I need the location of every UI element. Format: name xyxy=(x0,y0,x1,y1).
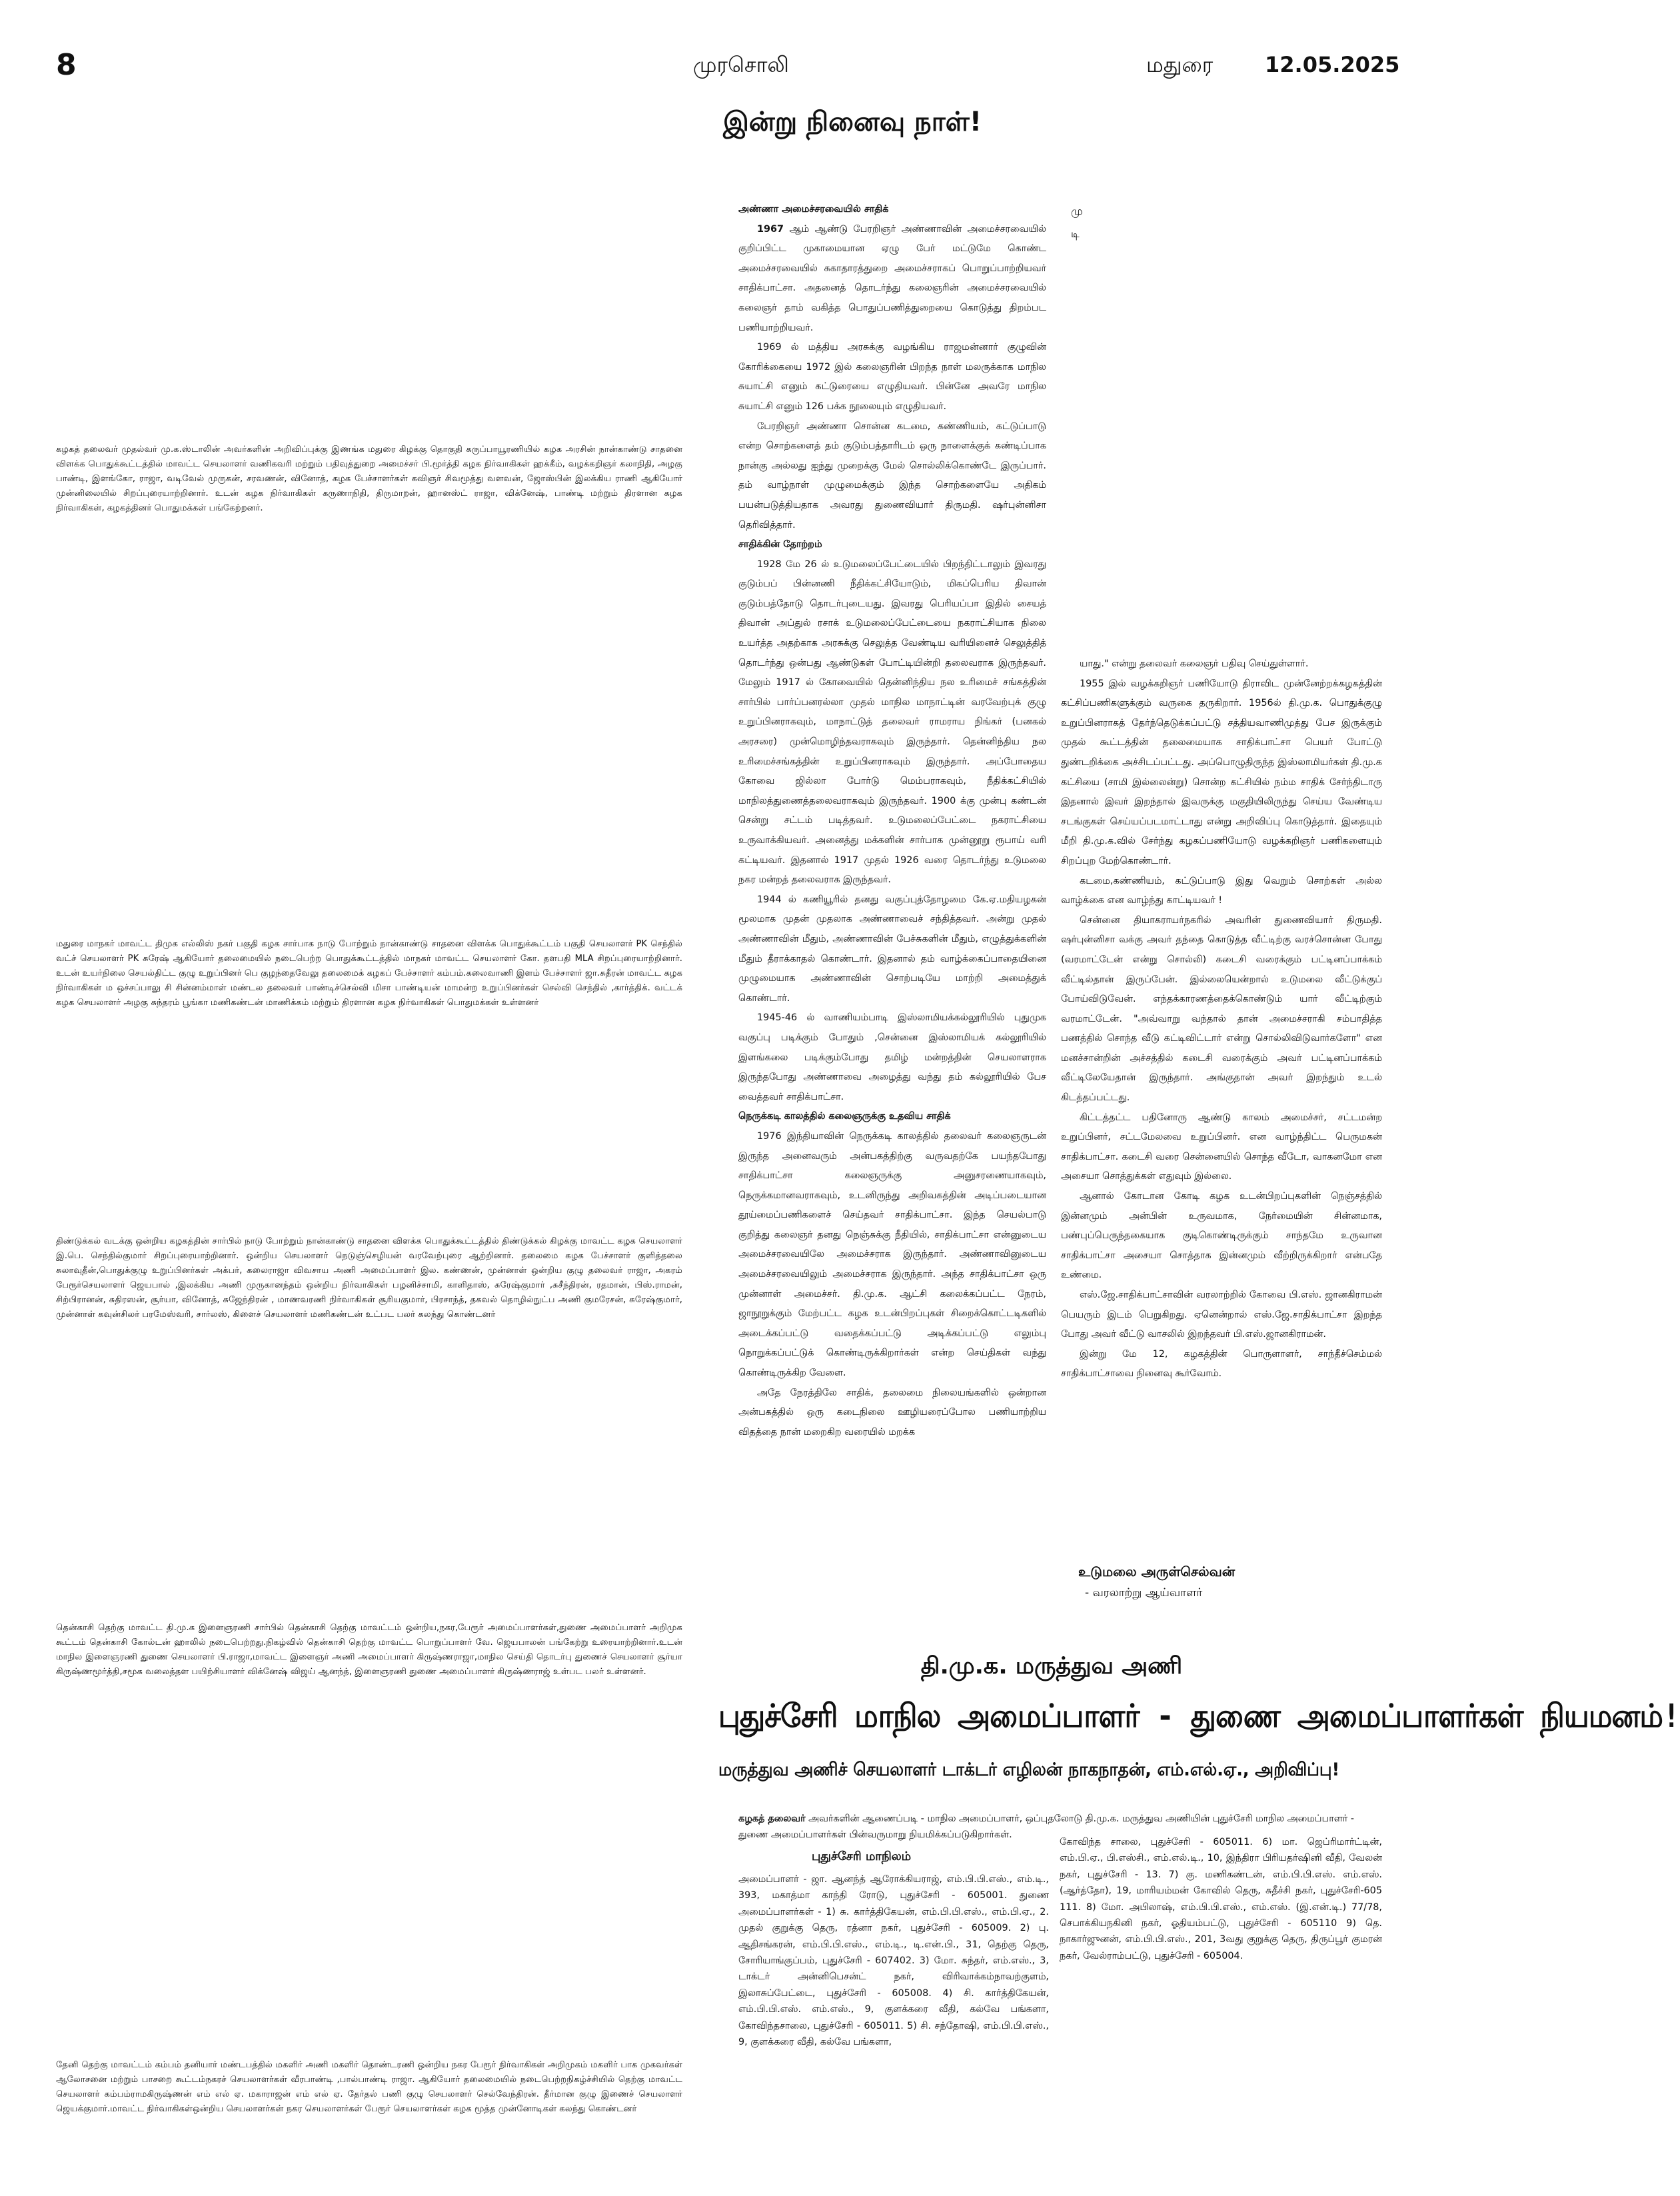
lead-in-year: 1967 xyxy=(757,223,784,235)
author-name: உடுமலை அருள்செல்வன் xyxy=(1078,1564,1236,1580)
article-paragraph: 1969 ல் மத்திய அரசுக்கு வழங்கிய ராஜமன்னார் குழுவின் கோரிக்கையை 1972 இல் கலைஞரின் பிறந்த நாள் மலருக்காக மாநில சுயாட்சி எனும் கட்டுரையை எழுதியவர். பின்னே அவரே மாநில சுயாட்சி எனும் 126 பக்க நூலையும் எழுதியவர். xyxy=(738,342,1046,412)
author-role: - வரலாற்று ஆய்வாளர் xyxy=(1085,1586,1203,1600)
notice-intro: கழகத் தலைவர் அவர்களின் ஆணைப்படி - மாநில அமைப்பாளர், ஒப்புதலோடு தி.மு.க. மருத்துவ அணியின் புதுச்சேரி மாநில அமைப்பாளர் - துணை அமைப்பாளர்கள் பின்வருமாறு நியமிக்கப்படுகிறார்கள். xyxy=(738,1813,1355,1840)
photo-caption-madurai-east: கழகத் தலைவர் முதல்வர் மு.க.ஸ்டாலின் அவர்களின் அறிவிப்புக்கு இணங்க மதுரை கிழக்கு தொகுதி கருப்பாயூரணியில் கழக அரசின் நான்காண்டு சாதனை விளக்க பொதுக்கூட்டத்தில் மாவட்ட செயலாளர் வணிகவரி மற்றும் பதிவுத்துறை அமைச்சர் பி.மூர்த்தி கழக நிர்வாகிகள் ஹக்கீம், வழக்கறிஞர் கலாநிதி, அழகு பாண்டி, இளங்கோ, ராஜா, வடிவேல் முருகன், சரவணன், வினோத், கழக பேச்சாளர்கள் கவிஞர் சிவமூத்து வளவன், ஜோஸ்பின் இலக்கிய ராணி ஆகியோர் முன்னிலையில் சிறப்புரையாற்றினார். உடன் கழக நிர்வாகிகள் கருணாநிதி, திருமாறன், ஹானஸ்ட் ராஜா, விக்னேஷ், பாண்டி மற்றும் திரளான கழக நிர்வாகிகள், கழகத்தினர் பொதுமக்கள் பங்கேற்றனர். xyxy=(56,445,682,513)
notice-headline: புதுச்சேரி மாநில அமைப்பாளர் - துணை அமைப்பாளர்கள் நியமனம்! xyxy=(718,1697,1680,1735)
notice-section-title: புதுச்சேரி மாநிலம் xyxy=(812,1849,912,1863)
article-paragraph: ஆனால் கோடான கோடி கழக உடன்பிறப்புகளின் நெஞ்சத்தில் இன்னமும் அன்பின் உருவமாக, நேர்மையின் சின்னமாக, பண்புப்பெருந்தகையாக குடிகொண்டிருக்கும் சாந்தமே உருவான சாதிக்பாட்சா அசையா சொத்தாக இன்னமும் வீற்றிருக்கிறார் என்பதே உண்மை. xyxy=(1061,1191,1382,1281)
photo-caption-dindigul: திண்டுக்கல் வடக்கு ஒன்றிய கழகத்தின் சார்பில் நாடு போற்றும் நான்காண்டு சாதனை விளக்க பொதுக்கூட்டத்தில் திண்டுக்கல் கிழக்கு மாவட்ட கழக செயலாளர் இ.பெ. செந்தில்குமார் சிறப்புரையாற்றினார். ஒன்றிய செயலாளர் நெடுஞ்செழியன் வரவேற்புரை ஆற்றினார். தலைமை கழக பேச்சாளர் குளித்தலை சுலாவுதீன்,பொதுக்குழு உறுப்பினர்கள் அக்பர், கலைராஜா விவசாய அணி அமைப்பாளர் இல. கண்ணன், முன்னாள் ஒன்றிய குழு தலைவர் ராஜா, அகரம் பேரூர்செயலாளர் ஜெயபால் ,இலக்கிய அணி முருகானந்தம் ஒன்றிய நிர்வாகிகள் பழனிச்சாமி, காளிதாஸ், சுரேஷ்குமார் ,சுசீந்திரன், ரதமான், பிஸ்.ராமன், சிற்பிரானன், சுதிரஸன், சூர்யா, வினோத், சுஜேந்திரன் , மாணவரணி நிர்வாகிகள் சூரியகுமார், பிரசாந்த், தகவல் தொழில்நுட்ப அணி குமரேசன், சுரேஷ்குமார், முன்னாள் கவுன்சிலர் பரமேஸ்வரி, சார்லஸ், கிளைச் செயலாளர் மணிகண்டன் உட்பட பலர் கலந்து கொண்டனர் xyxy=(56,1236,682,1320)
paragraph-text: ஆம் ஆண்டு பேரறிஞர் அண்ணாவின் அமைச்சரவையில் குறிப்பிட்ட முகாமையான ஏழு பேர் மட்டுமே கொண்ட அமைச்சரவையில் சுகாதாரத்துறை அமைச்சராகப் பொறுப்பாற்றியவர் சாதிக்பாட்சா. அதனைத் தொடர்ந்து கலைஞரின் அமைச்சரவையில் கலைஞர் தாம் வகித்த பொதுப்பணித்துறையை கொடுத்து திறம்பட பணியாற்றியவர். xyxy=(738,223,1046,333)
page-number: 8 xyxy=(56,48,77,82)
photo-caption-ellis-nagar: மதுரை மாநகர் மாவட்ட திமுக எல்லிஸ் நகர் பகுதி கழக சார்பாக நாடு போற்றும் நான்காண்டு சாதனை விளக்க பொதுக்கூட்டம் பகுதி செயலாளர் PK செந்தில் வட்ச் செயலாளர் PK சுரேஷ் ஆகியோர் தலைமையில் நடைபெற்ற பொதுக்கூட்டத்தில் மாநகர் மாவட்ட செயலாளர் கோ. தளபதி MLA சிறப்புரையாற்றினார். உடன் உயர்நிலை செயல்திட்ட குழு உறுப்பினர் பெ குழந்தைவேலு தலைமைக் கழகப் பேச்சாளர் கம்பம்.கலைவாணி இளம் பேச்சாளர் ஜா.சுதீரன் மாவட்ட கழக நிர்வாகிகள் ம ஒச்சப்பாலு சி சின்னம்மாள் மண்டல தலைவர் பாண்டிச்செல்வி மிசா பாண்டியன் மாமன்ற உறுப்பினர்கள் செல்வி செந்தில் ,கார்த்திக். வட்டக் கழக செயலாளர் அழகு சுந்தரம் பூங்கா மணிகண்டன் மாணிக்கம் மற்றும் திரளான கழக நிர்வாகிகள் பொதுமக்கள் உள்ளனர் xyxy=(56,939,682,1008)
article-paragraph: எஸ்.ஜே.சாதிக்பாட்சாவின் வரலாற்றில் கோவை பி.எஸ். ஜானகிராமன் பெயரும் இடம் பெறுகிறது. ஏனென்றால் எஸ்.ஜே.சாதிக்பாட்சா இறந்த போது அவர் வீட்டு வாசலில் இறந்தவர் பி.எஸ்.ஜானகிராமன். xyxy=(1061,1290,1382,1340)
article-paragraph: யாது." என்று தலைவர் கலைஞர் பதிவு செய்துள்ளார். xyxy=(1080,658,1309,669)
article-column-1 xyxy=(738,200,1046,1442)
article-subheading: அண்ணா அமைச்சரவையில் சாதிக் xyxy=(738,204,889,215)
article-paragraph: கடமை,கண்ணியம், கட்டுப்பாடு இது வெறும் சொற்கள் அல்ல வாழ்க்கை என வாழ்ந்து காட்டியவர் ! xyxy=(1061,875,1382,906)
article-column-2 xyxy=(1061,654,1382,1384)
article-paragraph: பேரறிஞர் அண்ணா சொன்ன கடமை, கண்ணியம், கட்டுப்பாடு என்ற சொற்களைத் தம் குடும்பத்தாரிடம் ஒரு நாளைக்குக் கண்டிப்பாக நான்கு அல்லது ஐந்து முறைக்கு மேல் சொல்லிக்கொண்டே இருப்பார். தம் வாழ்நாள் முழுமைக்கும் இந்த சொற்களையே அதிகம் பயன்படுத்தியதாக அவரது துணைவியார் திருமதி. ஷர்புன்னிசா தெரிவித்தார். xyxy=(738,421,1046,531)
edition-city: மதுரை xyxy=(1146,52,1214,77)
article-paragraph: 1976 இந்தியாவின் நெருக்கடி காலத்தில் தலைவர் கலைஞருடன் இருந்த அனைவரும் அன்பகத்திற்கு வருவதற்கே பயந்தபோது சாதிக்பாட்சா கலைஞருக்கு அனுசரணையாகவும், நெருக்கமானவராகவும், உடனிருந்து அறிவகத்தின் அடிப்படையான தூய்மைப்பணிகளைச் செய்தவர் சாதிக்பாட்சா. இந்த செயல்பாடு குறித்து கலைஞர் தனது நெஞ்சுக்கு நீதியில், சாதிக்பாட்சா என்னுடைய அமைச்சரவையிலே அமைச்சராக இருந்தார். அண்ணாவினுடைய அமைச்சரவையிலும் அமைச்சராக இருந்தார். அந்த சாதிக்பாட்சா ஒரு முன்னாள் அமைச்சர். தி.மு.க. ஆட்சி கலைக்கப்பட்ட நேரம், ஜாநூறுக்கும் மேற்பட்ட கழக உடன்பிறப்புகள் சிறைக்கொட்டடிகளில் அடைக்கப்பட்டு வதைக்கப்பட்டு அடிக்கப்பட்டு எலும்பு நொறுக்கப்பட்டுக் கொண்டிருக்கிறார்கள் என்ற செய்திகள் வந்து கொண்டிருக்கிற வேளை. xyxy=(738,1130,1046,1379)
article-paragraph: சென்னை தியாகராயர்நகரில் அவரின் துணைவியார் திருமதி. ஷர்புன்னிசா வக்கு அவர் தந்தை கொடுத்த வீட்டிற்கு வரச்சொன்ன போது (வரமாட்டேன் என்று சொல்லி) கடைசி வரைக்கும் பட்டினப்பாக்கம் வீட்டில்தான் இருப்பேன். இல்லையென்றால் உடுமலை வீட்டுக்குப் போய்விடுவேன். எந்தக்காரணத்தைக்கொண்டும் யார் வீட்டிற்கும் வரமாட்டேன். "அவ்வாறு வந்தால் தான் அமைச்சராகி சம்பாதித்த பணத்தில் சொந்த வீடு கட்டிவிட்டார் என்று சொல்லிவிடுவார்களோ" என மனச்சான்றின் அச்சத்தில் கடைசி வரைக்கும் அவர் பட்டினப்பாக்கம் வீட்டிலேயேதான் இருந்தார். அங்குதான் அவர் இறந்தும் உடல் கிடத்தப்பட்டது. xyxy=(1061,914,1382,1104)
newspaper-name: முரசொலி xyxy=(693,52,789,77)
article-paragraph: இன்று மே 12, கழகத்தின் பொருளாளர், சாந்தீச்செம்மல் சாதிக்பாட்சாவை நினைவு கூர்வோம். xyxy=(1061,1348,1382,1380)
notice-subheadline: மருத்துவ அணிச் செயலாளர் டாக்டர் எழிலன் நாகநாதன், எம்.எல்.ஏ., அறிவிப்பு! xyxy=(718,1759,1340,1780)
photo-caption-tenkasi: தென்காசி தெற்கு மாவட்ட தி.மு.க இளைஞரணி சார்பில் தென்காசி தெற்கு மாவட்டம் ஒன்றிய,நகர,பேரூர் அமைப்பாளர்கள்,துணை அமைப்பாளர் அறிமுக கூட்டம் தென்காசி கோல்டன் ஹாலில் நடைபெற்றது.நிகழ்வில் தென்காசி தெற்கு மாவட்ட பொறுப்பாளர் வே. ஜெயபாலன் பங்கேற்று உரையாற்றினார்.உடன் மாநில இளைஞரணி துணை செயலாளர் பி.ராஜா,மாவட்ட இளைஞர் அணி அமைப்பாளர் கிருஷ்ணராஜா,மாநில செய்தி தொடர்பு துணைச் செயலாளர் சூர்யா கிருஷ்ணமூர்த்தி,சமூக வலைத்தள பயிற்சியாளர் விக்னேஷ் விஜய் ஆனந்த், இளைஞரணி துணை அமைப்பாளர் கிருஷ்ணராஜ் உள்பட பலர் உள்ளனர். xyxy=(56,1623,682,1677)
stray-letters: மு டி xyxy=(1071,205,1083,240)
article-paragraph: கிட்டத்தட்ட பதினோரு ஆண்டு காலம் அமைச்சர், சட்டமன்ற உறுப்பினர், சட்டமேலவை உறுப்பினர். என வாழ்ந்திட்ட பெருமகன் சாதிக்பாட்சா. கடைசி வரை சென்னையில் சொந்த வீடோ, வாகனமோ என அசையா சொத்துக்கள் எதுவும் இல்லை. xyxy=(1061,1112,1382,1182)
photo-caption-theni: தேனி தெற்கு மாவட்டம் கம்பம் தனியார் மண்டபத்தில் மகளிர் அணி மகளிர் தொண்டரணி ஒன்றிய நகர பேரூர் நிர்வாகிகள் அறிமுகம் மகளிர் பாக முகவர்கள் ஆலோசனை மற்றும் பாசறை கூட்டம்நகரச் செயலாளர்கள் வீரபாண்டி ,பால்பாண்டி ராஜா. ஆகியோர் தலைமையில் நடைபெற்றநிகழ்ச்சியில் தெற்கு மாவட்ட செயலாளர் கம்பம்ராமகிருஷ்ணன் எம் எல் ஏ. மகாராஜன் எம் எல் ஏ. தேர்தல் பணி குழு செயலாளர் செல்வேந்திரன். தீர்மான குழு இணைச் செயலாளர் ஜெயக்குமார்.மாவட்ட நிர்வாகிகள்ஒன்றிய செயலாளர்கள் நகர செயலாளர்கள் பேரூர் செயலாளர்கள் கழக மூத்த முன்னோடிகள் கலந்து கொண்டனர் xyxy=(56,2060,682,2114)
article-subheading: நெருக்கடி காலத்தில் கலைஞருக்கு உதவிய சாதிக் xyxy=(738,1111,951,1122)
article-paragraph: அதே நேரத்திலே சாதிக், தலைமை நிலையங்களில் ஒன்றான அன்பகத்தில் ஒரு கடைநிலை ஊழியரைப்போல பணியாற்றிய விதத்தை நான் மறைகிற வரையில் மறக்க xyxy=(738,1387,1046,1438)
page-heading: இன்று நினைவு நாள்! xyxy=(723,107,982,137)
notice-column-2: கோவிந்த சாலை, புதுச்சேரி - 605011. 6) மா. ஜெப்ரிமார்ட்டின், எம்.பி.ஏ., பி.எஸ்சி., எம்.எல்.டி., 10, இந்திரா பிரியதர்ஷினி வீதி, வேலன் நகர், புதுச்சேரி - 13. 7) கு. மணிகண்டன், எம்.பி.பி.எஸ். எம்.எஸ். (ஆர்த்தோ), 19, மாரியம்மன் கோவில் தெரு, சுதீச்சி நகர், புதுச்சேரி-605 111. 8) மோ. அபிலாஷ், எம்.பி.பி.எஸ்., எம்.எஸ். (இ.என்.டி.) 77/78, செபாக்கியநகினி நகர், ஓதியம்பட்டு, புதுச்சேரி - 605110 9) தெ. நாகார்ஜுனன், எம்.பி.பி.எஸ்., 201, 3வது குறுக்கு தெரு, திருப்பூர் குமரன் நகர், வேல்ராம்பட்டு, புதுச்சேரி - 605004. xyxy=(1060,1837,1382,1961)
article-paragraph: 1928 மே 26 ல் உடுமலைப்பேட்டையில் பிறந்திட்டாலும் இவரது குடும்பப் பின்னணி நீதிக்கட்சியோடும், மிகப்பெரிய திவான் குடும்பத்தோடு தொடர்புடையது. இவரது பெரியப்பா இதில் சையத் திவான் அப்துல் ரசாக் உடுமலைப்பேட்டையை நகராட்சியாக நிலை உயர்த்த அதற்காக அரசுக்கு செலுத்த வேண்டிய வரியினைச் செலுத்தித் தொடர்ந்து ஒன்பது ஆண்டுகள் போட்டியின்றி தலைவராக இருந்தவர். மேலும் 1917 ல் கோவையில் தென்னிந்திய நல உரிமைச் சங்கத்தின் சார்பில் பார்ப்பனரல்லா முதல் மாநில மாநாட்டின் வரவேற்புக் குழு உறுப்பினராகவும், மாநாட்டுத் தலைவர் ராமராய நிங்கர் (பனகல் அரசரை) முன்மொழிந்தவராகவும் இருந்தார். தென்னிந்திய நல உரிமைச்சங்கத்தின் உறுப்பினராகவும் இருந்தார். அப்போதைய கோவை ஜில்லா போர்டு மெம்பராகவும், நீதிக்கட்சியில் மாநிலத்துணைத்தலைவராகவும் இருந்தவர். 1900 க்கு முன்பு கண்டன் சென்று சட்டம் படித்தவர். உடுமலைப்பேட்டை நகராட்சியை உருவாக்கியவர். அனைத்து மக்களின் சார்பாக முன்னூறு ரூபாய் வரி கட்டியவர். இதனால் 1917 முதல் 1926 வரை தொடர்ந்து உடுமலை நகர மன்றத் தலைவராக இருந்தவர். xyxy=(738,558,1046,886)
article-paragraph: 1945-46 ல் வாணியம்பாடி இஸ்லாமியக்கல்லூரியில் புதுமுக வகுப்பு படிக்கும் போதும் ,சென்னை இஸ்லாமியக் கல்லூரியில் இளங்கலை படிக்கும்போது தமிழ் மன்றத்தின் செயலாளராக இருந்தபோது அண்ணாவை அழைத்து வந்து தம் கல்லூரியில் பேச வைத்தவர் சாதிக்பாட்சா. xyxy=(738,1012,1046,1102)
article-paragraph xyxy=(738,220,1046,339)
edition-date: 12.05.2025 xyxy=(1265,52,1400,77)
notice-kicker: தி.மு.க. மருத்துவ அணி xyxy=(920,1653,1183,1679)
article-subheading: சாதிக்கின் தோற்றம் xyxy=(738,539,822,550)
article-paragraph: 1955 இல் வழக்கறிஞர் பணியோடு திராவிட முன்னேற்றக்கழகத்தின் கட்சிப்பணிகளுக்கும் வருகை தருகிறார். 1956ல் தி.மு.க. பொதுக்குழு உறுப்பினராகத் தேர்ந்தெடுக்கப்பட்டு சத்தியவாணிமுத்து பேச இருக்கும் முதல் கூட்டத்தின் தலைமையாக சாதிக்பாட்சா பெயர் போட்டு துண்டறிக்கை அச்சிடப்பட்டது. அப்பொழுதிருந்த இஸ்லாமியர்கள் தி.மு.க கட்சியை (சாமி இல்லைன்று) சொன்ற கட்சியில் நம்ம சாதிக் சேர்ந்திடாரு இதனால் இவர் இறந்தால் இவருக்கு மகுதியிலிருந்து செய்ய வேண்டிய சடங்குகள் செய்யப்படமாட்டாது என்று அறிவிப்பு கொடுத்தார். இதையும் மீறி தி.மு.க.வில் சேர்ந்து கழகப்பணியோடு வழக்கறிஞர் பணிகளையும் சிறப்புற மேற்கொண்டார். xyxy=(1061,678,1382,866)
article-paragraph: 1944 ல் கணியூரில் தனது வகுப்புத்தோழமை கே.ஏ.மதியழகன் மூலமாக முதன் முதலாக அண்ணாவைச் சந்தித்தவர். அன்று முதல் அண்ணாவின் மீதும், அண்ணாவின் பேச்சுகளின் மீதும், எழுத்துக்களின் மீதும் தீராக்காதல் கொண்டார். இதனால் தம் வாழ்க்கைப்பாதையினை முழுமையாக அண்ணாவின் சொற்படியே மாற்றி அமைத்துக் கொண்டார். xyxy=(738,894,1046,1004)
notice-column-1: அமைப்பாளர் - ஜா. ஆனந்த் ஆரோக்கியராஜ், எம்.பி.பி.எஸ்., எம்.டி., 393, மகாத்மா காந்தி ரோடு, புதுச்சேரி - 605001. துணை அமைப்பாளர்கள் - 1) சு. கார்த்திகேயன், எம்.பி.பி.எஸ்., எம்.பி.ஏ., 2. முதல் குறுக்கு தெரு, ரத்னா நகர், புதுச்சேரி - 605009. 2) பு. ஆதிசங்கரன், எம்.பி.பி.எஸ்., எம்.டி., டி.என்.பி., 31, தெற்கு தெரு, சோரியாங்குப்பம், புதுச்சேரி - 607402. 3) மோ. சுந்தர், எம்.எஸ்., 3, டாக்டர் அன்னிபெசன்ட் நகர், விரிவாக்கம்நாவற்குளம், இலாசுப்பேட்டை, புதுச்சேரி - 605008. 4) சி. கார்த்திகேயன், எம்.பி.பி.எஸ். எம்.எஸ்., 9, குளக்கரை வீதி, கல்வே பங்களா, கோவிந்தசாலை, புதுச்சேரி - 605011. 5) சி. சந்தோஷி, எம்.பி.பி.எஸ்., 9, குளக்கரை வீதி, கல்வே பங்களா, xyxy=(738,1874,1049,2048)
